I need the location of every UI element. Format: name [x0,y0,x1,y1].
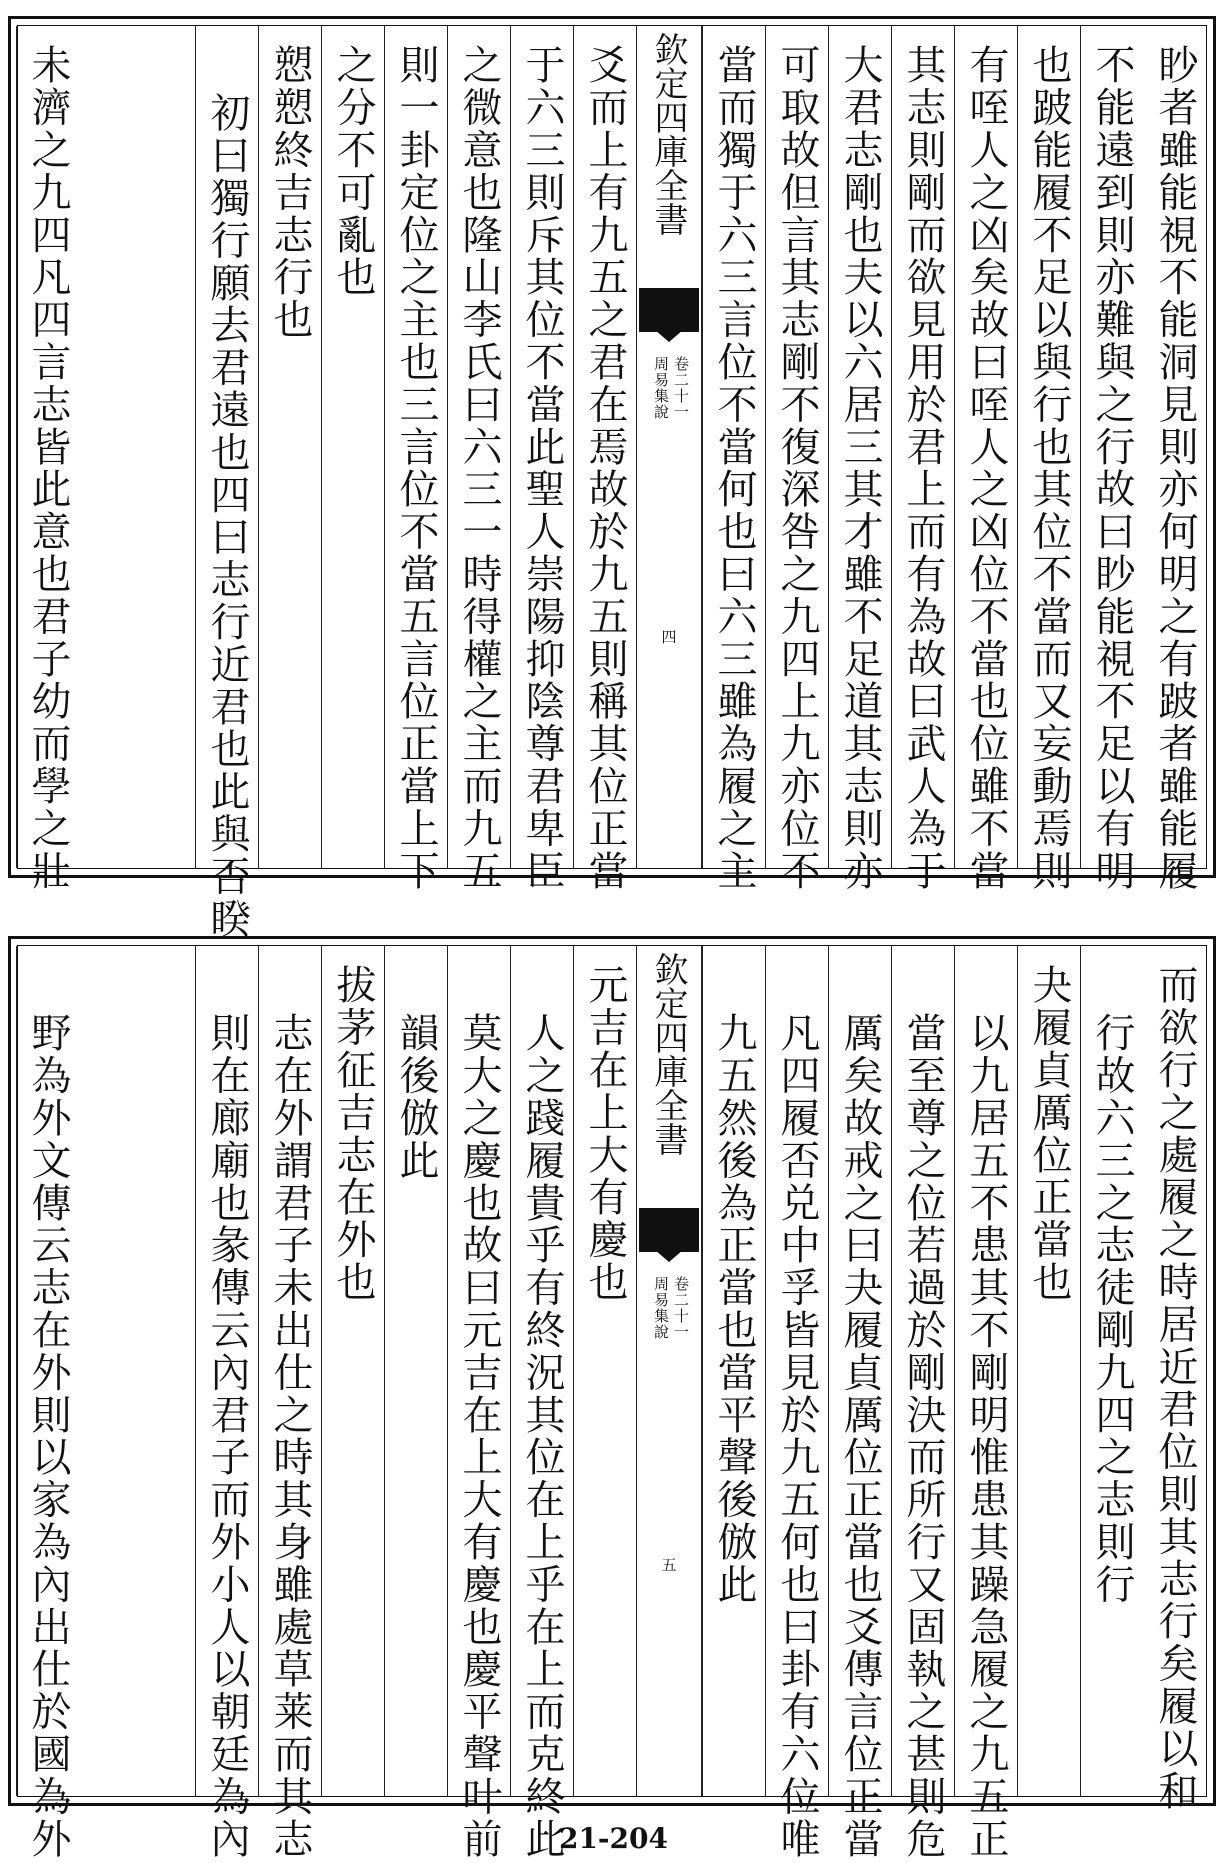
text-column [510,26,573,892]
book-title: 周易集說 [652,1276,670,1340]
text-column [765,26,828,892]
text-column [1143,26,1206,892]
column-text: 之分不可亂也 [330,44,376,299]
text-column [702,26,765,892]
text-column [510,946,573,1860]
column-text: 爻而上有九五之君在焉故於九五則稱其位正當 [582,44,628,892]
book-title: 周易集說 [652,356,670,420]
column-text: 也跛能履不足以與行也其位不當而又妄動焉則 [1026,44,1072,892]
center-fold [636,26,702,868]
fish-tail-mark [639,1208,699,1252]
column-text: 以九居五不患其不剛明惟患其躁急履之九五正 [963,1012,1009,1860]
text-column [321,26,384,868]
column-text: 眇者雖能視不能洞見則亦何明之有跛者雖能履 [1152,44,1198,892]
text-column [1080,946,1143,1796]
fish-tail-mark [639,288,699,332]
text-column [891,946,954,1860]
column-text: 大君志剛也夫以六居三其才雖不足道其志則亦 [837,44,883,892]
column-text: 于六三則斥其位不當此聖人崇陽抑陰尊君卑臣 [519,44,565,892]
text-column [384,26,447,892]
text-column [321,946,384,1796]
text-column [1017,26,1080,892]
text-column [891,26,954,892]
text-column [765,946,828,1860]
page-number: 四 [661,628,677,646]
column-text: 而欲行之處履之時居近君位則其志行矣履以和 [1152,964,1198,1812]
column-text: 九五然後為正當也當平聲後倣此 [711,1012,757,1606]
column-text: 元吉在上大有慶也 [582,964,628,1304]
text-column [702,946,765,1796]
text-column [573,26,636,892]
column-text: 志在外謂君子未出仕之時其身雖處草莱而其志 [267,1012,313,1860]
column-text: 之微意也隆山李氏曰六三一時得權之主而九五 [456,44,502,892]
text-column [954,26,1017,892]
text-column [1080,26,1143,892]
text-column [195,946,258,1860]
top-page [8,16,1216,940]
text-column [195,26,258,940]
text-column [1143,946,1206,1812]
column-text: 其志則剛而欲見用於君上而有為故曰武人為于 [900,44,946,892]
column-text: 厲矣故戒之曰夬履貞厲位正當也爻傳言位正當 [837,1012,883,1860]
column-text: 拔茅征吉志在外也 [330,964,376,1304]
column-text: 人之踐履貴乎有終況其位在上乎在上而克終此 [519,1012,565,1860]
column-text: 莫大之慶也故曰元吉在上大有慶也慶平聲叶前 [456,1012,502,1860]
text-column [447,946,510,1860]
column-text: 夬履貞厲位正當也 [1026,964,1072,1304]
column-text: 初曰獨行願去君遠也四曰志行近君也此與否睽 [204,92,250,940]
column-text: 愬愬終吉志行也 [267,44,313,341]
column-text: 凡四履否兑中孚皆見於九五何也曰卦有六位唯 [774,1012,820,1860]
column-text: 當而獨于六三言位不當何也曰六三雖為履之主 [711,44,757,892]
column-text: 野為外文傳云志在外則以家為內出仕於國為外 [25,1012,71,1860]
column-text: 不能遠到則亦難與之行故曰眇能視不足以有明 [1089,44,1135,892]
text-column [828,946,891,1860]
text-column [16,946,195,1860]
page-number: 五 [661,1556,677,1574]
column-text: 有咥人之凶矣故曰咥人之凶位不當也位雖不當 [963,44,1009,892]
text-column [828,26,891,892]
column-text: 當至尊之位若過於剛決而所行又固執之甚則危 [900,1012,946,1860]
volume-number: 卷二十一 [672,356,690,420]
text-column [384,946,447,1796]
collection-title: 欽定四庫全書 [648,32,688,236]
center-fold [636,946,702,1796]
text-column [447,26,510,892]
column-text: 未濟之九四凡四言志皆此意也君子幼而學之壯 [25,44,71,892]
column-text: 可取故但言其志剛不復深咎之九四上九亦位不 [774,44,820,892]
column-text: 韻後倣此 [393,1012,439,1182]
top-page-frame [17,25,1207,940]
text-column [573,946,636,1796]
collection-title: 欽定四庫全書 [648,952,688,1156]
column-text: 則一卦定位之主也三言位不當五言位正當上下 [393,44,439,892]
text-column [258,26,321,868]
text-column [954,946,1017,1860]
text-column [16,26,195,892]
text-column [258,946,321,1860]
column-text: 則在廊廟也彖傳云內君子而外小人以朝廷為內 [204,1012,250,1860]
page-footer-number: 21-204 [558,1822,669,1855]
text-column [1017,946,1080,1796]
column-text: 行故六三之志徒剛九四之志則行 [1089,1012,1135,1606]
volume-number: 卷二十一 [672,1276,690,1340]
